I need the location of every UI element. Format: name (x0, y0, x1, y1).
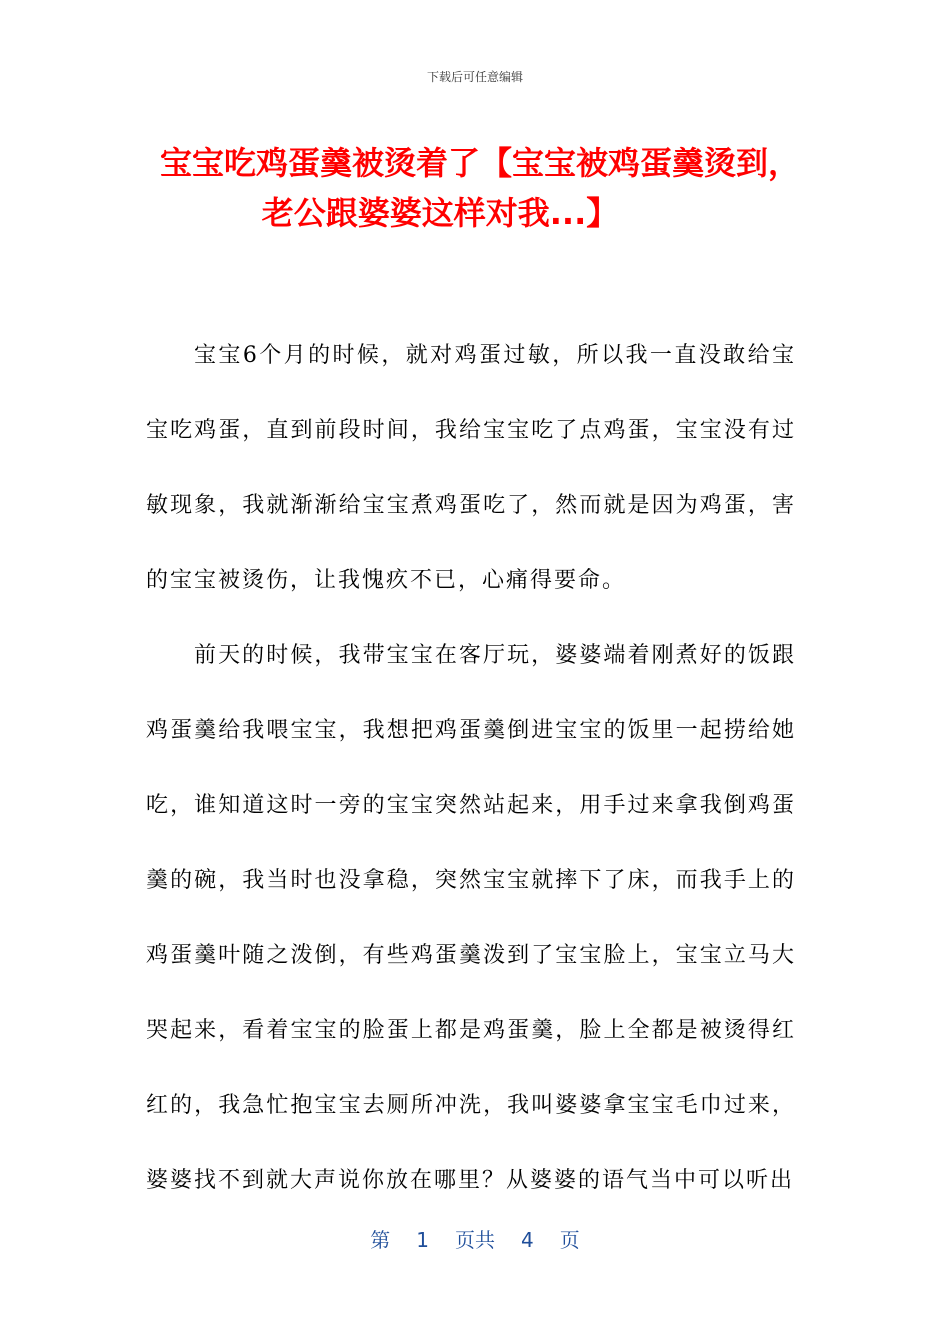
paragraph-2: 前天的时候，我带宝宝在客厅玩，婆婆端着刚煮好的饭跟鸡蛋羹给我喂宝宝，我想把鸡蛋羹倒进宝宝的饭里一起捞给她吃，谁知道这时一旁的宝宝突然站起来，用手过来拿我倒鸡蛋羹的碗，我当时也没拿稳，突然宝宝就摔下了床，而我手上的鸡蛋羹叶随之泼倒，有些鸡蛋羹泼到了宝宝脸上，宝宝立马大哭起来，看着宝宝的脸蛋上都是鸡蛋羹，脸上全都是被烫得红红的，我急忙抱宝宝去厕所冲洗，我叫婆婆拿宝宝毛巾过来，婆婆找不到就大声说你放在哪里？从婆婆的语气当中可以听出 (146, 643, 796, 1193)
footer-current-page: 1 (416, 1228, 429, 1252)
footer-middle: 页共 (455, 1228, 495, 1252)
footer-total-pages: 4 (521, 1228, 534, 1252)
document-title (0, 138, 950, 238)
title-line-1: 宝宝吃鸡蛋羹被烫着了【宝宝被鸡蛋羹烫到， (159, 144, 800, 182)
header-note: 下载后可任意编辑 (426, 70, 523, 84)
footer-prefix: 第 (370, 1228, 391, 1252)
document-body (146, 318, 796, 1218)
paragraph-1: 宝宝6个月的时候，就对鸡蛋过敏，所以我一直没敢给宝宝吃鸡蛋，直到前段时间，我给宝宝吃了点鸡蛋，宝宝没有过敏现象，我就渐渐给宝宝煮鸡蛋吃了，然而就是因为鸡蛋，害的宝宝被烫伤，让我愧疚不已，心痛得要命。 (146, 343, 796, 593)
page-footer (0, 1224, 950, 1253)
title-line-2: 老公跟婆婆这样对我...】 (261, 194, 619, 232)
footer-suffix: 页 (559, 1228, 580, 1252)
